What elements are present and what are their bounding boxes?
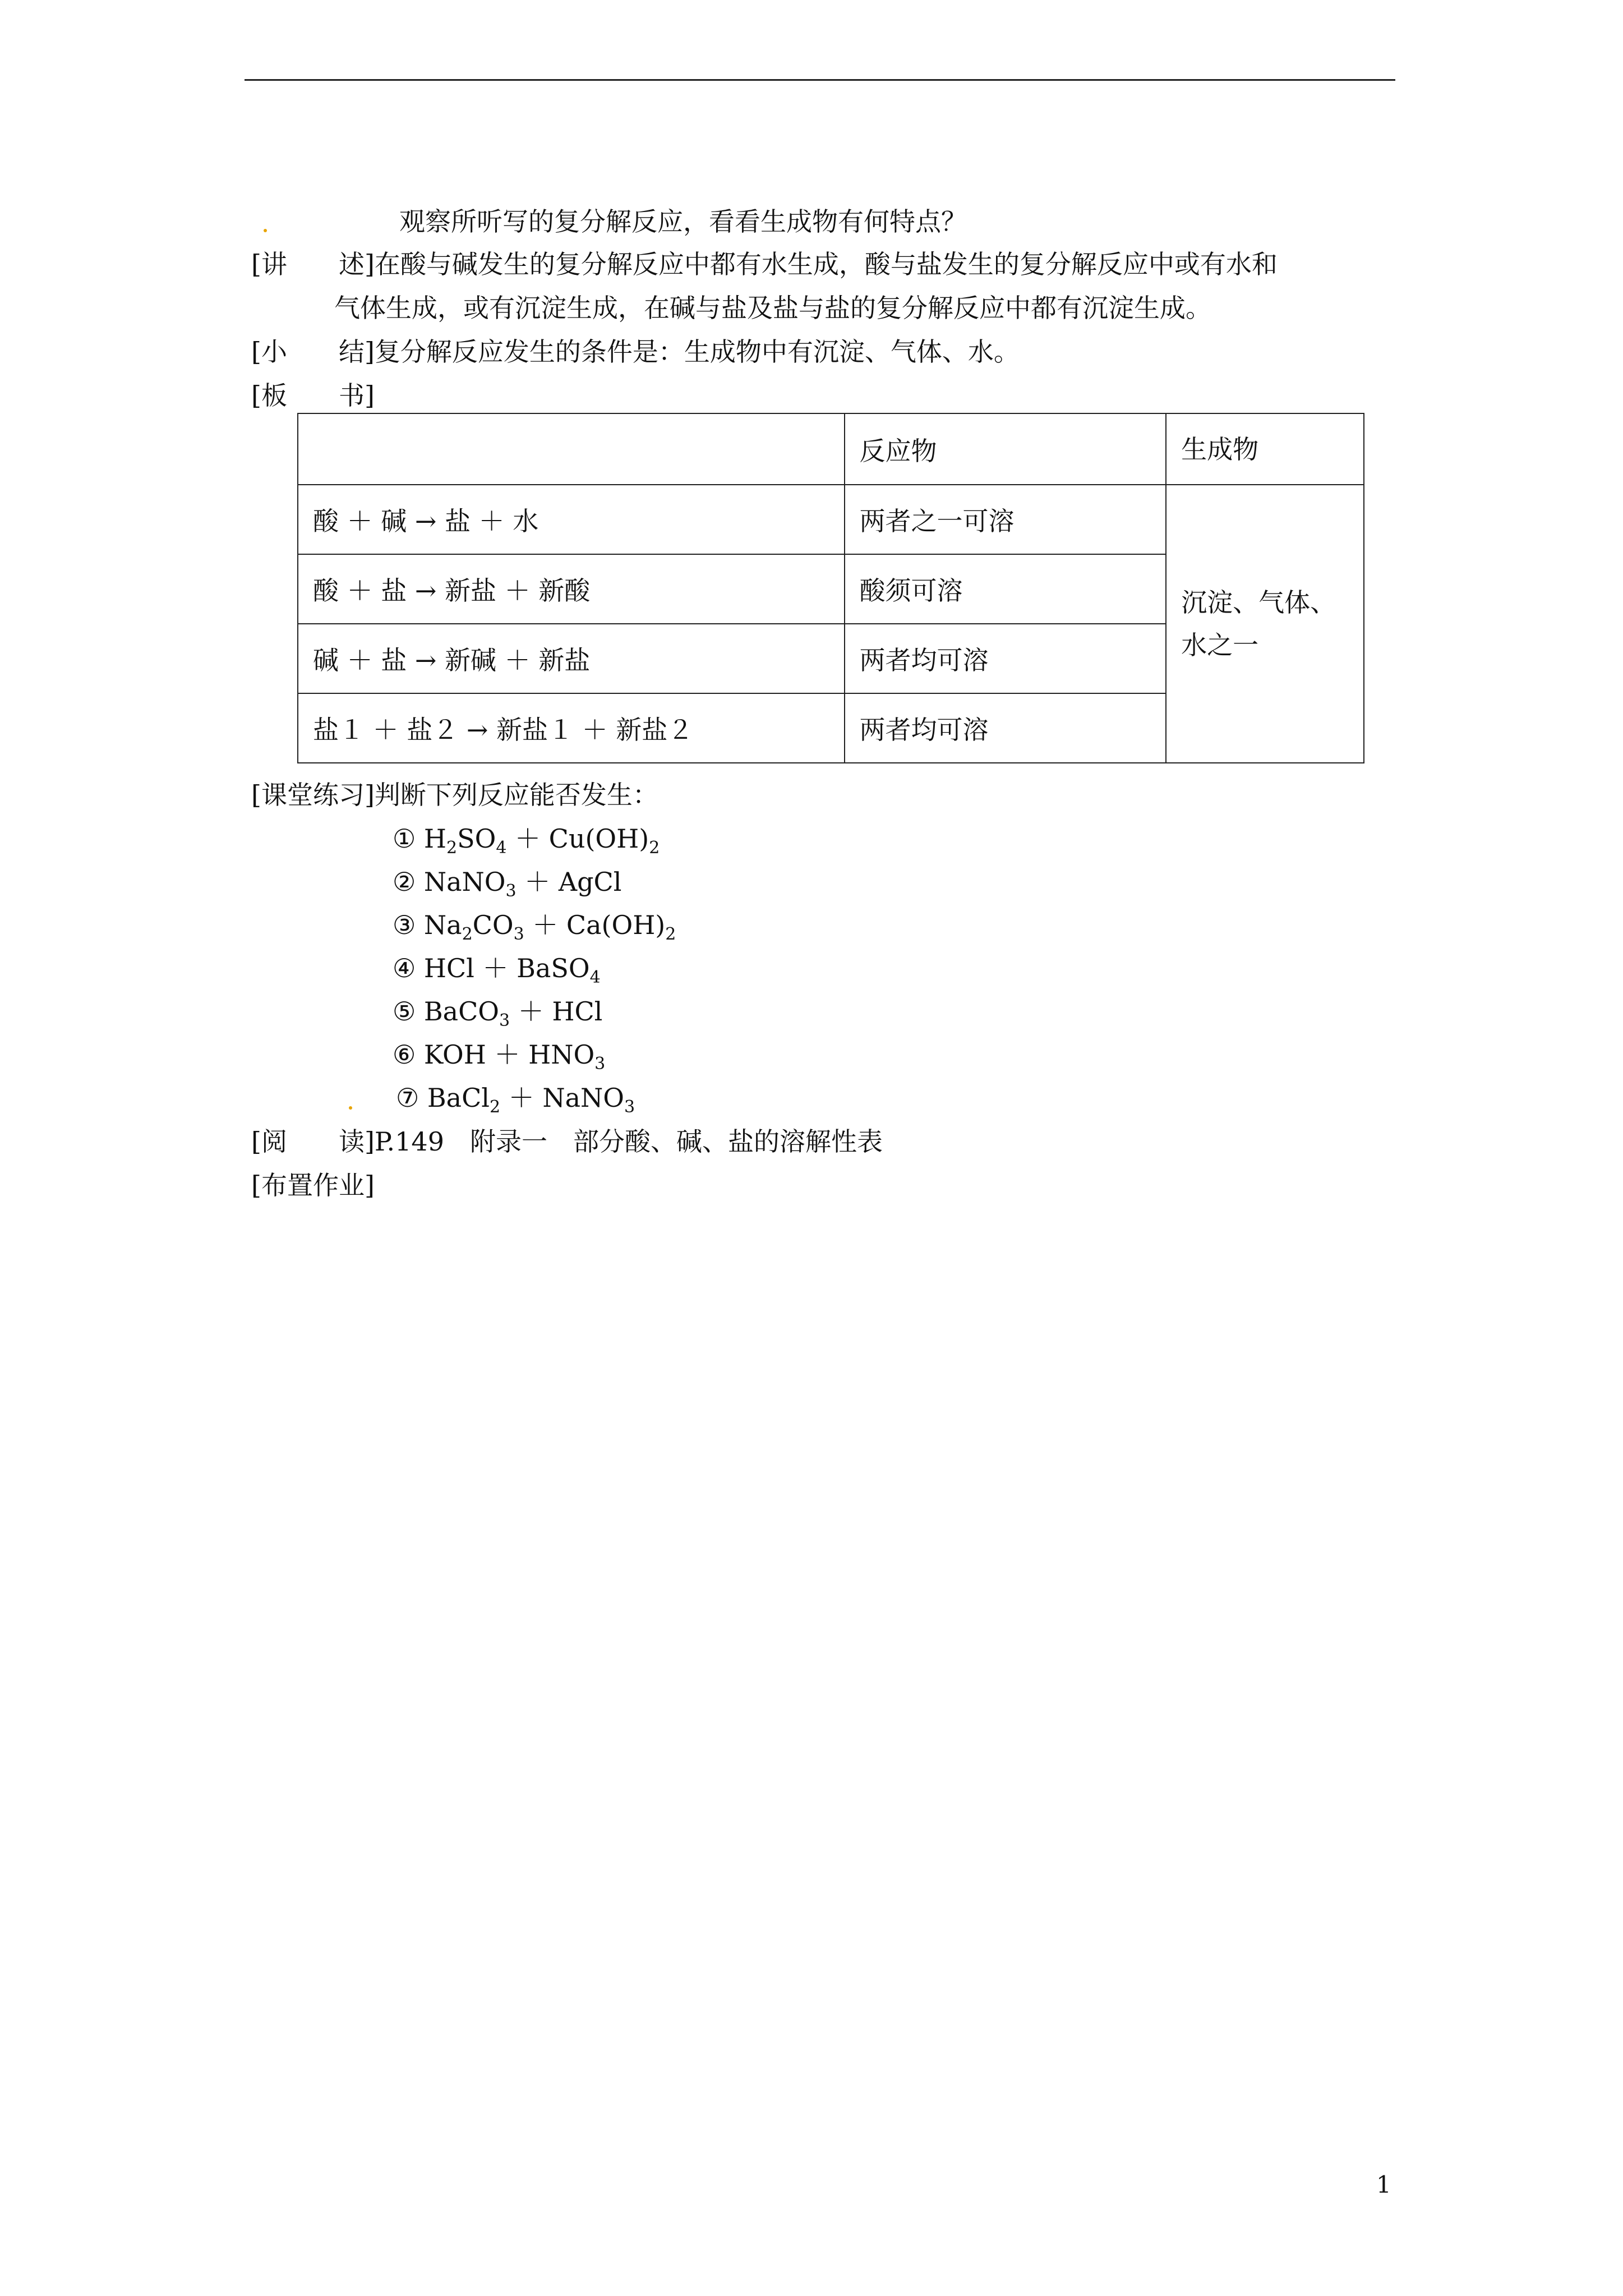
exercise-item — [393, 908, 676, 942]
summary-text: 复分解反应发生的条件是：生成物中有沉淀、气体、水。 — [374, 337, 1020, 367]
reaction-cell: 碱 ＋ 盐 → 新碱 ＋ 新盐 — [298, 624, 845, 693]
formula-part: H — [423, 823, 446, 854]
exercise-item — [393, 865, 621, 899]
exercise-number: ② — [393, 867, 416, 897]
subscript: 2 — [462, 924, 473, 944]
subscript: 3 — [624, 1097, 635, 1117]
narrate-line-2: 气体生成，或有沉淀生成，在碱与盐及盐与盐的复分解反应中都有沉淀生成。 — [334, 293, 1211, 323]
summary-tag: [小 结] — [251, 337, 375, 367]
exercise-number: ④ — [393, 953, 416, 983]
practice-prompt: 判断下列反应能否发生： — [374, 780, 658, 810]
subscript: 3 — [505, 881, 517, 901]
formula-part: NaNO — [423, 867, 506, 897]
header-rule — [245, 79, 1395, 81]
formula-part: ＋ HCl — [510, 996, 603, 1027]
subscript: 3 — [513, 924, 524, 944]
practice-tag: [课堂练习] — [251, 780, 375, 810]
reactant-cell: 酸须可溶 — [845, 554, 1166, 624]
highlight-mark — [264, 229, 267, 232]
subscript: 2 — [446, 838, 458, 858]
product-cell: 沉淀、气体、水之一 — [1166, 485, 1364, 763]
reaction-cell: 酸 ＋ 盐 → 新盐 ＋ 新酸 — [298, 554, 845, 624]
highlight-mark — [349, 1106, 352, 1110]
reactant-cell: 两者之一可溶 — [845, 485, 1166, 554]
page-number: 1 — [1376, 2171, 1391, 2198]
exercise-item — [393, 995, 602, 1028]
summary-line — [251, 335, 1020, 369]
narrate-line-1 — [251, 247, 1278, 281]
reading-tag: [阅 读] — [251, 1126, 375, 1157]
practice-line — [251, 778, 658, 812]
subscript: 4 — [496, 838, 507, 858]
formula-part: ＋ Ca(OH) — [524, 910, 666, 940]
subscript: 3 — [499, 1011, 510, 1030]
header-reactant: 反应物 — [845, 413, 1166, 485]
formula-part: ＋ NaNO — [500, 1083, 624, 1113]
subscript: 2 — [665, 924, 676, 944]
table-row — [298, 485, 1364, 554]
reading-line — [251, 1125, 883, 1158]
observe-line: 观察所听写的复分解反应，看看生成物有何特点？ — [399, 206, 967, 237]
subscript: 2 — [649, 838, 660, 858]
exercise-number: ③ — [393, 910, 416, 940]
board-table — [297, 413, 1364, 763]
subscript: 4 — [589, 968, 601, 987]
exercise-number: ⑥ — [393, 1039, 416, 1070]
reaction-cell: 酸 ＋ 碱 → 盐 ＋ 水 — [298, 485, 845, 554]
exercise-item — [393, 822, 660, 858]
formula-part: CO — [472, 910, 514, 940]
formula-part: Na — [423, 910, 462, 940]
formula-part: ＋ Cu(OH) — [506, 823, 649, 854]
reaction-cell: 盐１ ＋ 盐２ → 新盐１ ＋ 新盐２ — [298, 693, 845, 763]
subscript: 3 — [594, 1054, 606, 1074]
exercise-item — [396, 1081, 635, 1115]
board-tag: [板 书] — [251, 380, 375, 411]
formula-part: ＋ AgCl — [516, 867, 622, 897]
reactant-cell: 两者均可溶 — [845, 693, 1166, 763]
narrate-tag: [讲 述] — [251, 249, 375, 279]
header-blank — [298, 413, 845, 485]
homework-line: [布置作业] — [251, 1170, 375, 1200]
formula-part: SO — [457, 823, 496, 854]
formula-part: BaCl — [427, 1083, 490, 1113]
formula-part: BaCO — [423, 996, 500, 1027]
formula-part: KOH ＋ HNO — [423, 1039, 595, 1070]
exercise-item — [393, 1038, 606, 1074]
exercise-number: ⑤ — [393, 996, 416, 1027]
reactant-cell: 两者均可溶 — [845, 624, 1166, 693]
exercise-number: ⑦ — [396, 1083, 419, 1113]
exercise-number: ① — [393, 823, 416, 854]
narrate-text-1: 在酸与碱发生的复分解反应中都有水生成，酸与盐发生的复分解反应中或有水和 — [374, 249, 1278, 279]
subscript: 2 — [490, 1097, 501, 1117]
reading-text: P.149 附录一 部分酸、碱、盐的溶解性表 — [374, 1126, 883, 1157]
table-header-row — [298, 413, 1364, 485]
header-product: 生成物 — [1166, 413, 1364, 485]
exercise-item — [393, 951, 601, 985]
formula-part: HCl ＋ BaSO — [423, 953, 590, 983]
